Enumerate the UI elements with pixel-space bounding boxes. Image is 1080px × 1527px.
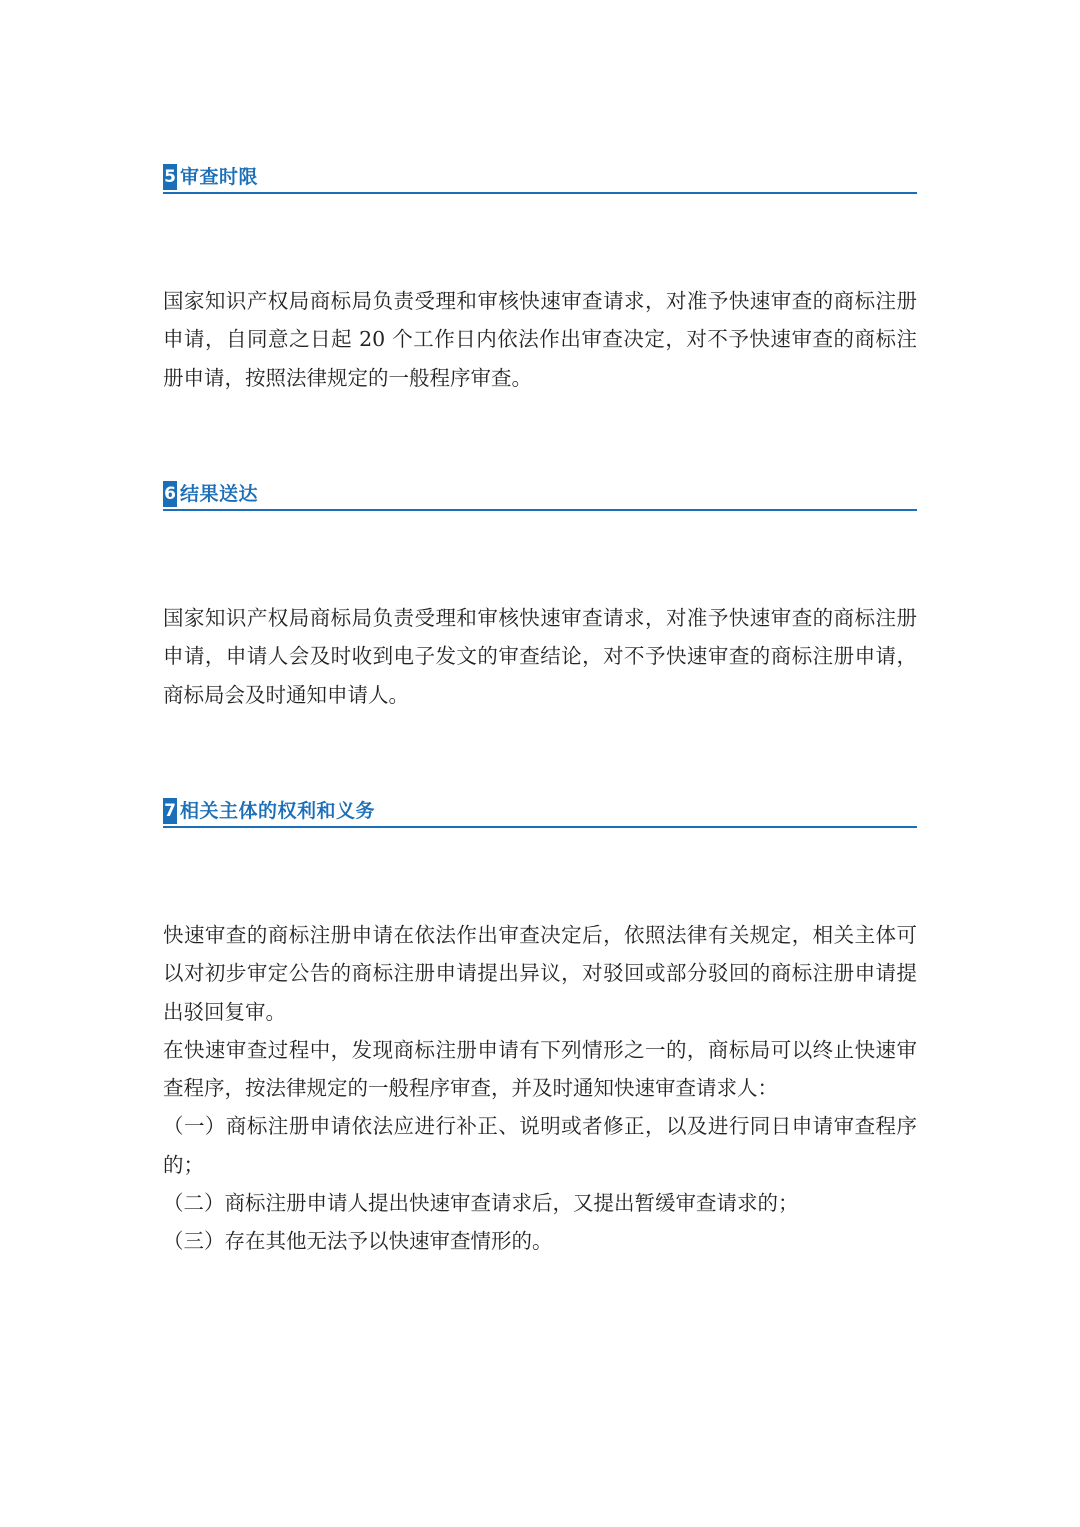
section-number: 6 [163, 481, 177, 507]
section-number: 7 [163, 798, 177, 824]
section-body-5 [163, 282, 917, 397]
section-header-5 [163, 164, 917, 194]
paragraph: 国家知识产权局商标局负责受理和审核快速审查请求，对准予快速审查的商标注册申请，自同意之日起 20 个工作日内依法作出审查决定，对不予快速审查的商标注册申请，按照法律规定的一般程序审查。 [163, 289, 917, 390]
section-body-7 [163, 916, 917, 1261]
list-item: （一）商标注册申请依法应进行补正、说明或者修正，以及进行同日申请审查程序的； [163, 1114, 917, 1177]
paragraph: 国家知识产权局商标局负责受理和审核快速审查请求，对准予快速审查的商标注册申请，申请人会及时收到电子发文的审查结论，对不予快速审查的商标注册申请，商标局会及时通知申请人。 [163, 606, 917, 707]
list-item: （三）存在其他无法予以快速审查情形的。 [163, 1229, 553, 1254]
section-header-7 [163, 798, 917, 828]
section-header-6 [163, 481, 917, 511]
section-title: 结果送达 [180, 483, 259, 505]
section-title: 相关主体的权利和义务 [180, 800, 376, 822]
section-number: 5 [163, 164, 177, 190]
section-title: 审查时限 [180, 166, 259, 188]
paragraph: 快速审查的商标注册申请在依法作出审查决定后，依照法律有关规定，相关主体可以对初步审定公告的商标注册申请提出异议，对驳回或部分驳回的商标注册申请提出驳回复审。 [163, 923, 917, 1024]
list-item: （二）商标注册申请人提出快速审查请求后，又提出暂缓审查请求的； [163, 1191, 799, 1216]
section-body-6 [163, 599, 917, 714]
paragraph: 在快速审查过程中，发现商标注册申请有下列情形之一的，商标局可以终止快速审查程序，按法律规定的一般程序审查，并及时通知快速审查请求人： [163, 1037, 917, 1101]
